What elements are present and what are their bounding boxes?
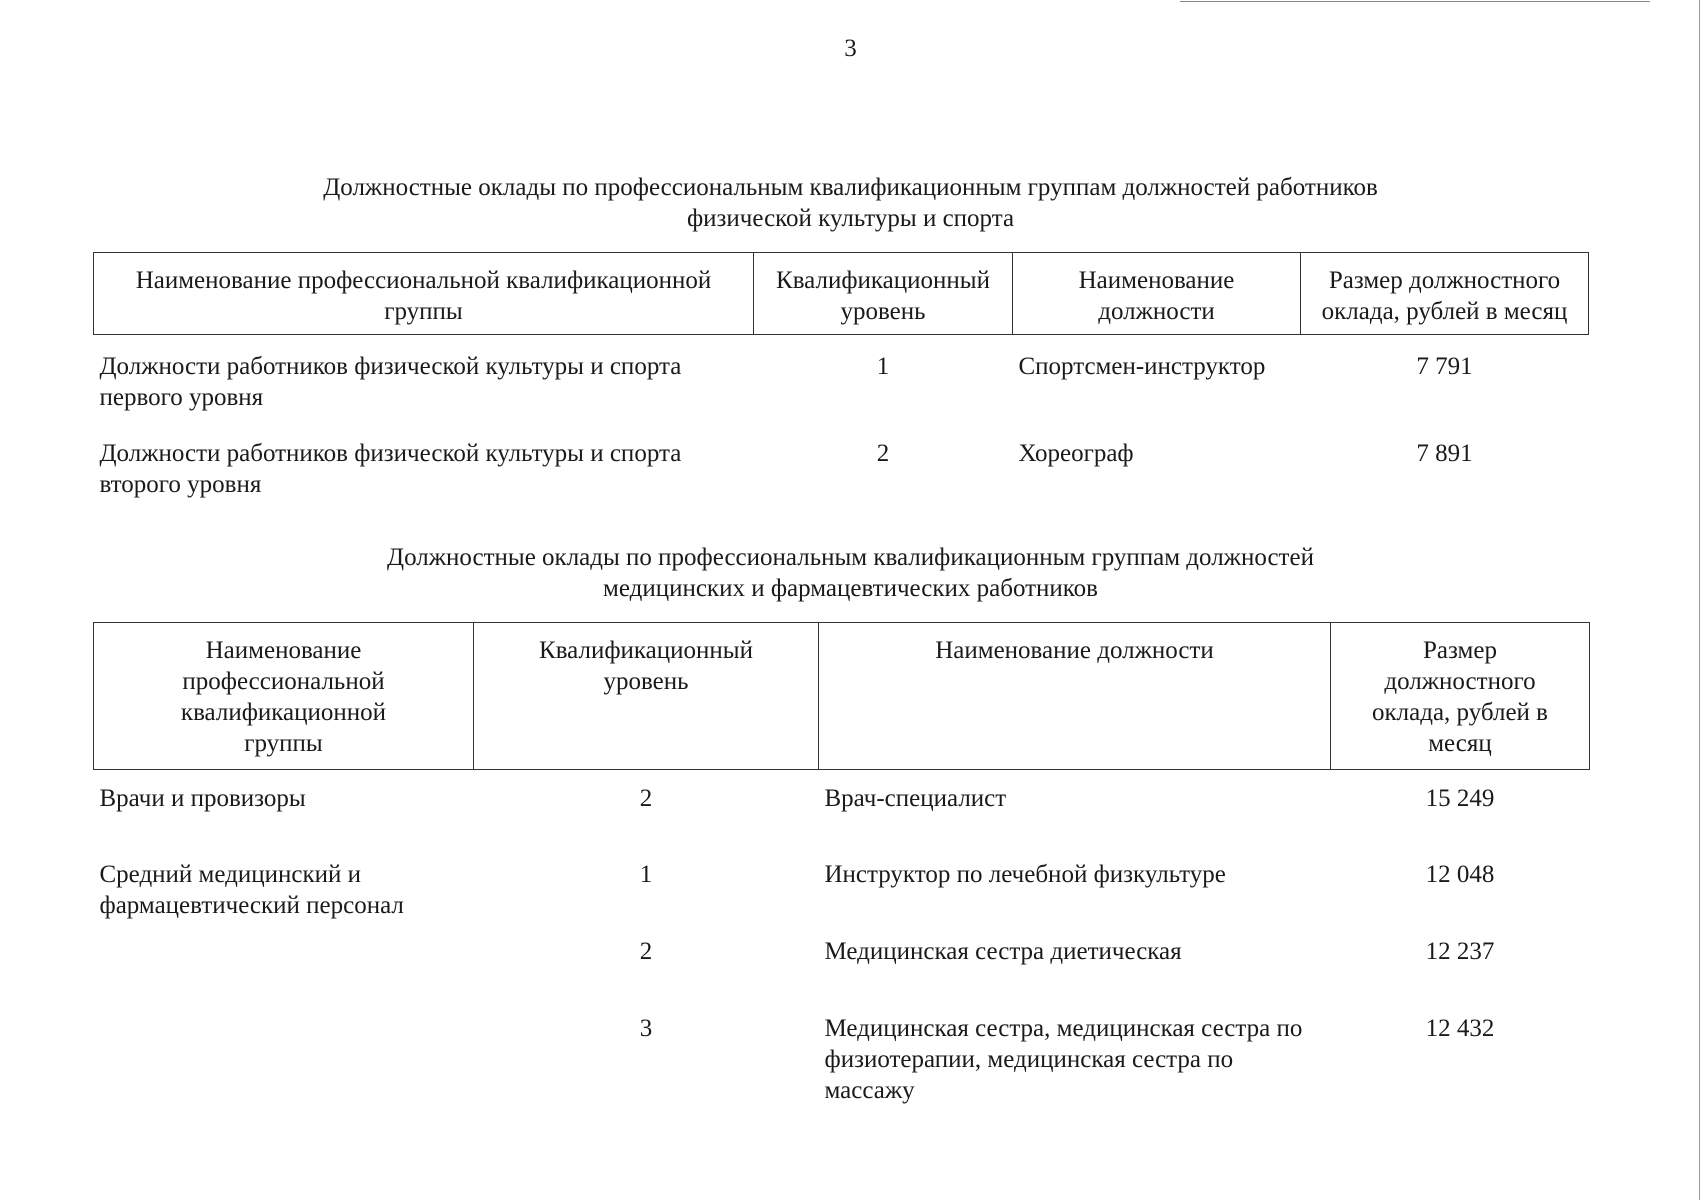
cell-position [819,1000,1331,1106]
section-title-line: медицинских и фармацевтических работников [603,575,1098,602]
top-scan-line [1180,1,1650,2]
table-row [94,923,1590,1000]
cell-level: 1 [876,353,890,380]
header-salary [1331,623,1590,770]
cell-group [94,923,474,1000]
cell-level: 2 [876,439,890,467]
cell-group: Должности работников физической культуры и спорта первого уровня [99,353,682,411]
cell-salary: 7 891 [1416,439,1473,467]
cell-position: Инструктор по лечебной физкультуре [824,860,1226,888]
cell-group [94,1000,474,1106]
cell-position-text: Медицинская сестра, медицинская сестра по физиотерапии, медицинская сестра по массажу [824,1014,1303,1104]
cell-position: Врач-специалист [824,785,1007,812]
page-number: 3 [844,35,857,62]
cell-level: 3 [639,1014,653,1042]
cell-group: Должности работников физической культуры и спорта второго уровня [99,439,682,498]
header-position: Наименование должности [819,623,1331,770]
section-title-line: Должностные оклады по профессиональным квалификационным группам должностей [387,544,1314,571]
header-group: Наименование профессиональной квалификационной группы [94,253,754,335]
sport-salary-table [93,252,1589,509]
cell-position: Спортсмен-инструктор [1018,353,1266,380]
cell-salary: 12 237 [1425,937,1495,965]
header-level: Квалификационный уровень [754,253,1013,335]
cell-salary: 15 249 [1425,785,1495,812]
table-row [94,770,1590,846]
medical-salary-table [93,622,1590,1106]
table-row [94,846,1590,923]
cell-group: Врачи и провизоры [99,785,306,812]
section-title-line: физической культуры и спорта [686,205,1015,232]
table-header-row [94,623,1590,770]
cell-level: 2 [639,785,653,812]
header-salary-text: Размер должностного оклада, рублей в месяц [1372,637,1548,757]
cell-position: Хореограф [1018,439,1134,467]
header-level [474,623,819,770]
section-title-medical [0,542,1701,604]
cell-group [94,846,474,923]
table-row [94,1000,1590,1106]
cell-salary: 7 791 [1416,353,1473,380]
table-header-row [94,253,1589,335]
cell-level: 1 [639,860,653,888]
header-group-text: Наименование профессиональной квалификационной группы [180,637,387,757]
cell-group-text: Средний медицинский и фармацевтический персонал [99,860,404,919]
section-title-line: Должностные оклады по профессиональным квалификационным группам должностей работников [323,174,1378,201]
table-row [94,335,1589,422]
cell-position: Медицинская сестра диетическая [824,937,1182,965]
header-position: Наименование должности [1013,253,1301,335]
cell-salary: 12 432 [1425,1014,1495,1042]
header-group [94,623,474,770]
section-title-sport [0,172,1701,234]
header-salary: Размер должностного оклада, рублей в месяц [1301,253,1589,335]
table-row [94,422,1589,509]
header-level-text: Квалификационный уровень [539,637,753,695]
cell-salary: 12 048 [1425,860,1495,888]
cell-level: 2 [639,937,653,965]
